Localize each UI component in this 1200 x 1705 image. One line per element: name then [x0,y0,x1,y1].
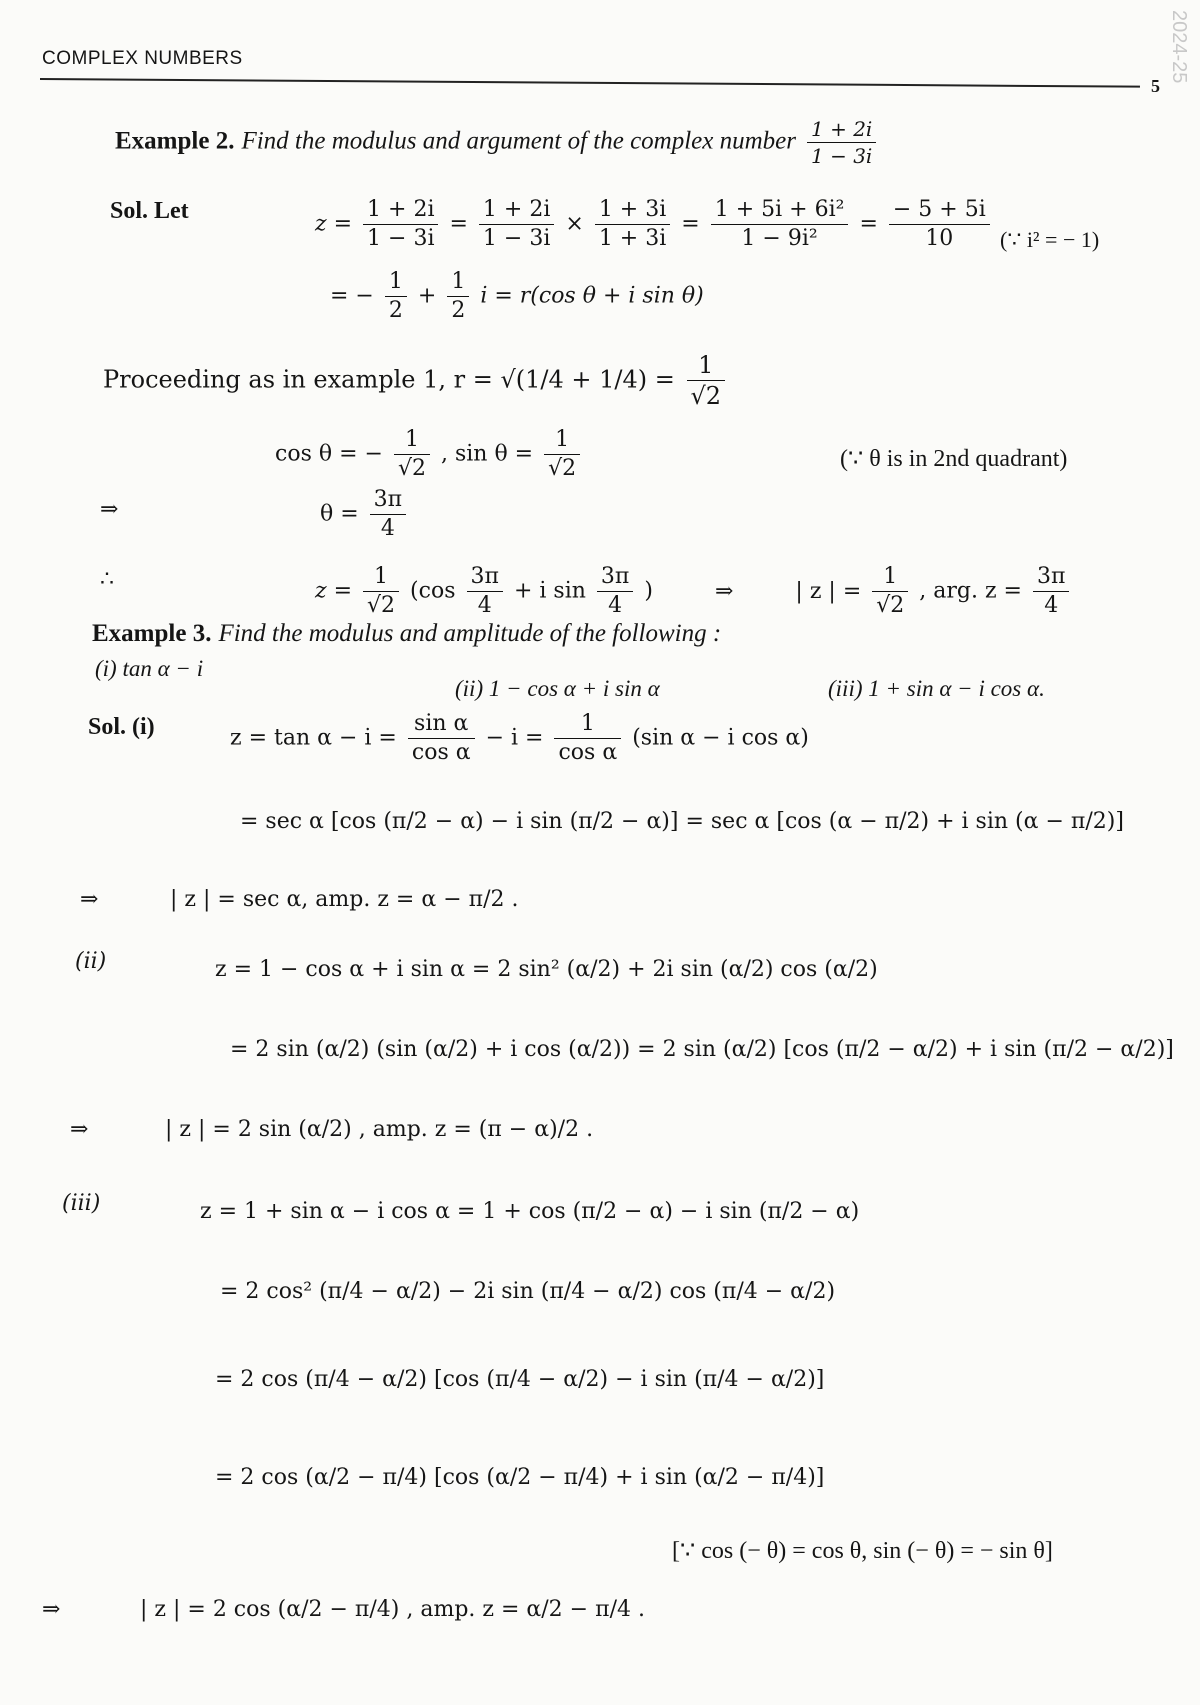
sol-ii-line-1: z = 1 − cos α + i sin α = 2 sin² (α/2) + 2i sin (α/2) cos (α/2) [215,957,878,982]
sol-i-line-1: z = tan α − i = $\frac{\text{sin α}}{\text{cos α}}$ − i = $\frac{1}{\text{cos α}}$ (sin α − i cos α) [230,711,809,766]
ex3-option-1: (i) tan α − i [95,656,204,681]
sol-i-line-2: = sec α [cos (π/2 − α) − i sin (π/2 − α)] = sec α [cos (α − π/2) + i sin (α − π/2)] [240,809,1124,834]
page-number: 5 [1151,76,1160,96]
part-iii-label: (iii) [62,1191,101,1216]
ex3-option-3: (iii) 1 + sin α − i cos α. [828,676,1045,701]
sol-iii-line-2: = 2 cos² (π/4 − α/2) − 2i sin (π/4 − α/2) cos (π/4 − α/2) [220,1279,836,1304]
therefore-symbol: ∴ [100,567,114,592]
example-3-heading: Example 3. Find the modulus and amplitude of the following : [92,620,722,647]
implies-symbol: ⇒ [100,497,119,522]
sol-iii-line-3: = 2 cos (π/4 − α/2) [cos (π/4 − α/2) − i sin (π/4 − α/2)] [215,1367,825,1392]
part-ii-label: (ii) [75,949,107,974]
note-i-squared: (∵ i² = − 1) [1000,227,1100,252]
sol-iii-result: | z | = 2 cos (α/2 − π/4) , amp. z = α/2 − π/4 . [140,1597,645,1622]
implies-i: ⇒ [80,887,99,912]
eq-line-3: Proceeding as in example 1, r = √(1/4 + 1/4) = $\frac{1}{√2}$ [103,352,729,410]
eq-line-4: cos θ = − $\frac{1}{√2}$ , sin θ = $\frac{1}{√2}$ [275,428,584,481]
eq-line-5: θ = $\frac{3\pi}{4}$ [320,488,410,541]
implies-ii: ⇒ [70,1117,89,1142]
solution-label: Sol. Let [110,198,189,224]
header-rule [40,78,1140,88]
eq-line-1: z = $\frac{1 + 2i}{1 - 3i}$ = $\frac{1 + 2i}{1 - 3i}$ × $\frac{1 + 3i}{1 + 3i}$ = $\frac{\text{1 + 5i + 6i²}}{\text{1 − 9i²}}$ = $\frac{- 5 + 5i}{10}$ [315,198,994,251]
running-header: COMPLEX NUMBERS [42,48,243,69]
sol-ii-line-2: = 2 sin (α/2) (sin (α/2) + i cos (α/2)) = 2 sin (α/2) [cos (π/2 − α/2) + i sin (π/2 − α/2)] [230,1037,1174,1062]
eq-line-2: = − $\frac{1}{2}$ + $\frac{1}{2}$ i = r(cos θ + i sin θ) [330,269,704,324]
sol-iii-line-1: z = 1 + sin α − i cos α = 1 + cos (π/2 − α) − i sin (π/2 − α) [200,1199,860,1224]
note-quadrant: (∵ θ is in 2nd quadrant) [840,446,1068,472]
sol-i-result: | z | = sec α, amp. z = α − π/2 . [170,887,519,912]
sol-ii-result: | z | = 2 sin (α/2) , amp. z = (π − α)/2 . [165,1117,594,1142]
example-2-heading: Example 2. Find the modulus and argument of the complex number $\frac{1 + 2i}{1 - 3i}$ [115,118,880,167]
note-trig-identity: [∵ cos (− θ) = cos θ, sin (− θ) = − sin θ] [672,1538,1053,1564]
solution-i-label: Sol. (i) [88,714,155,740]
sol-iii-line-4: = 2 cos (α/2 − π/4) [cos (α/2 − π/4) + i sin (α/2 − π/4)] [215,1465,825,1490]
eq-line-6: z = $\frac{1}{√2}$ (cos $\frac{3\pi}{4}$ + i sin $\frac{3\pi}{4}$ ) ⇒ | z | = $\frac{1}{√2}$ , arg. z = $\frac{3\pi}{4}$ [315,565,1073,618]
ex3-option-2: (ii) 1 − cos α + i sin α [455,676,660,701]
implies-iii: ⇒ [42,1597,61,1622]
margin-stamp: 2024-25 [1168,10,1190,84]
